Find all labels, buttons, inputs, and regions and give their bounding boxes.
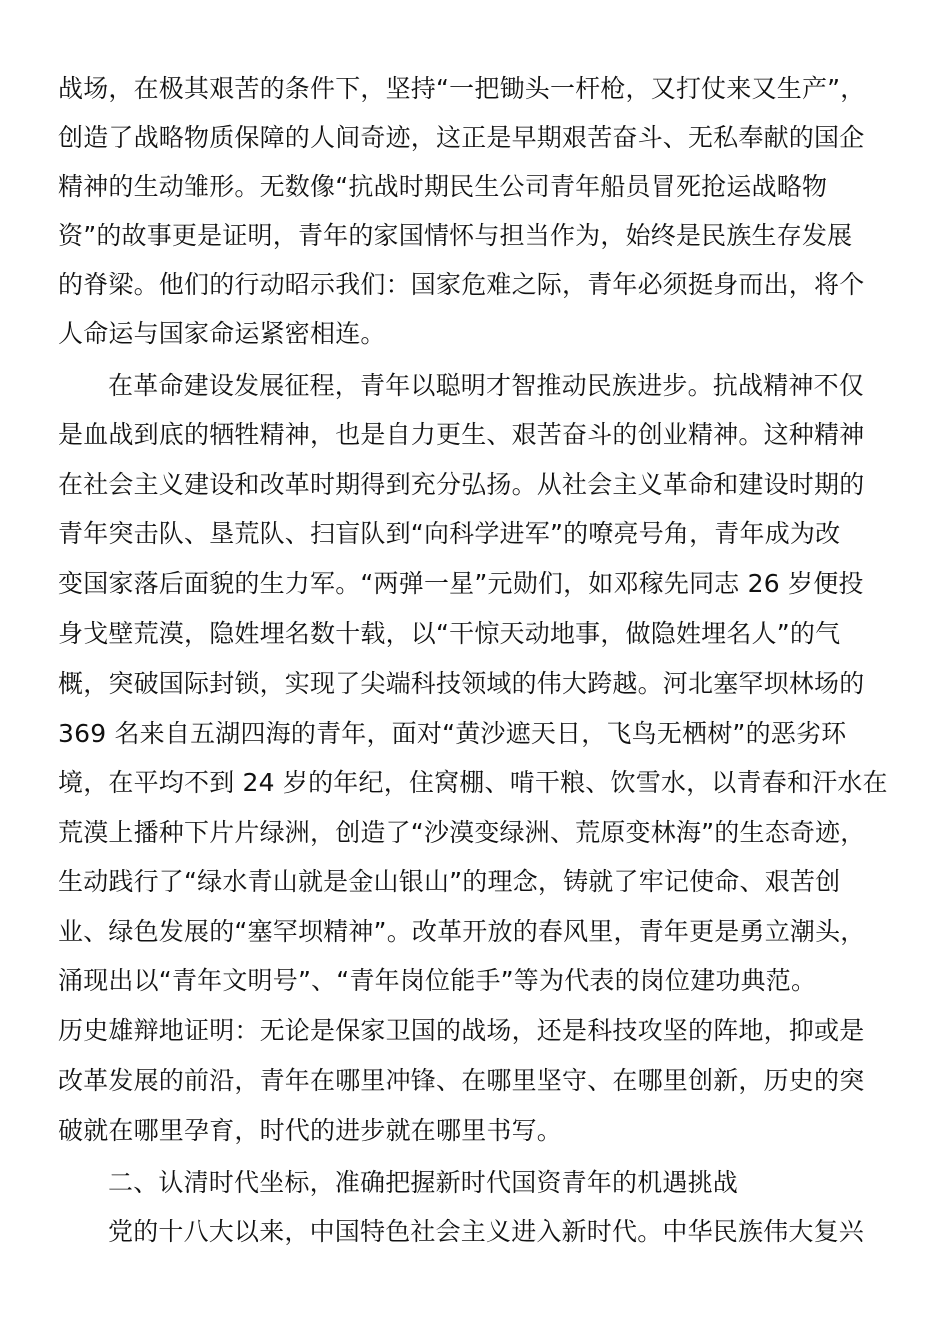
text-line: 的脊梁。他们的行动昭示我们：国家危难之际，青年必须挺身而出，将个 bbox=[58, 270, 865, 299]
paragraph-start-line: 党的十八大以来，中国特色社会主义进入新时代。中华民族伟大复兴 bbox=[108, 1217, 865, 1246]
paragraph-start-line: 在革命建设发展征程，青年以聪明才智推动民族进步。抗战精神不仅 bbox=[108, 371, 865, 400]
text-line: 是血战到底的牺牲精神，也是自力更生、艰苦奋斗的创业精神。这种精神 bbox=[58, 420, 865, 449]
text-line: 精神的生动雏形。无数像“抗战时期民生公司青年船员冒死抢运战略物 bbox=[58, 172, 828, 201]
text-line: 369 名来自五湖四海的青年，面对“黄沙遮天日，飞鸟无栖树”的恶劣环 bbox=[58, 719, 847, 748]
text-line: 生动践行了“绿水青山就是金山银山”的理念，铸就了牢记使命、艰苦创 bbox=[58, 867, 841, 896]
text-line: 破就在哪里孕育，时代的进步就在哪里书写。 bbox=[58, 1116, 563, 1145]
text-line: 资”的故事更是证明，青年的家国情怀与担当作为，始终是民族生存发展 bbox=[58, 221, 853, 250]
text-line: 历史雄辩地证明：无论是保家卫国的战场，还是科技攻坚的阵地，抑或是 bbox=[58, 1016, 865, 1045]
text-line: 荒漠上播种下片片绿洲，创造了“沙漠变绿洲、荒原变林海”的生态奇迹， bbox=[58, 818, 866, 847]
text-line: 在社会主义建设和改革时期得到充分弘扬。从社会主义革命和建设时期的 bbox=[58, 470, 865, 499]
section-heading: 二、认清时代坐标，准确把握新时代国资青年的机遇挑战 bbox=[108, 1168, 739, 1197]
text-line: 青年突击队、垦荒队、扫盲队到“向科学进军”的嘹亮号角，青年成为改 bbox=[58, 519, 841, 548]
text-line: 身戈壁荒漠，隐姓埋名数十载，以“干惊天动地事，做隐姓埋名人”的气 bbox=[58, 619, 841, 648]
text-line: 创造了战略物质保障的人间奇迹，这正是早期艰苦奋斗、无私奉献的国企 bbox=[58, 123, 865, 152]
text-line: 战场，在极其艰苦的条件下，坚持“一把锄头一杆枪，又打仗来又生产”， bbox=[58, 74, 866, 103]
text-line: 改革发展的前沿，青年在哪里冲锋、在哪里坚守、在哪里创新，历史的突 bbox=[58, 1066, 865, 1095]
text-line: 概，突破国际封锁，实现了尖端科技领域的伟大跨越。河北塞罕坝林场的 bbox=[58, 669, 865, 698]
text-line: 业、绿色发展的“塞罕坝精神”。改革开放的春风里，青年更是勇立潮头， bbox=[58, 917, 866, 946]
text-line: 人命运与国家命运紧密相连。 bbox=[58, 319, 386, 348]
text-line: 境，在平均不到 24 岁的年纪，住窝棚、啃干粮、饮雪水，以青春和汗水在 bbox=[58, 768, 888, 797]
text-line: 涌现出以“青年文明号”、“青年岗位能手”等为代表的岗位建功典范。 bbox=[58, 966, 817, 995]
text-line: 变国家落后面貌的生力军。“两弹一星”元勋们，如邓稼先同志 26 岁便投 bbox=[58, 569, 864, 598]
